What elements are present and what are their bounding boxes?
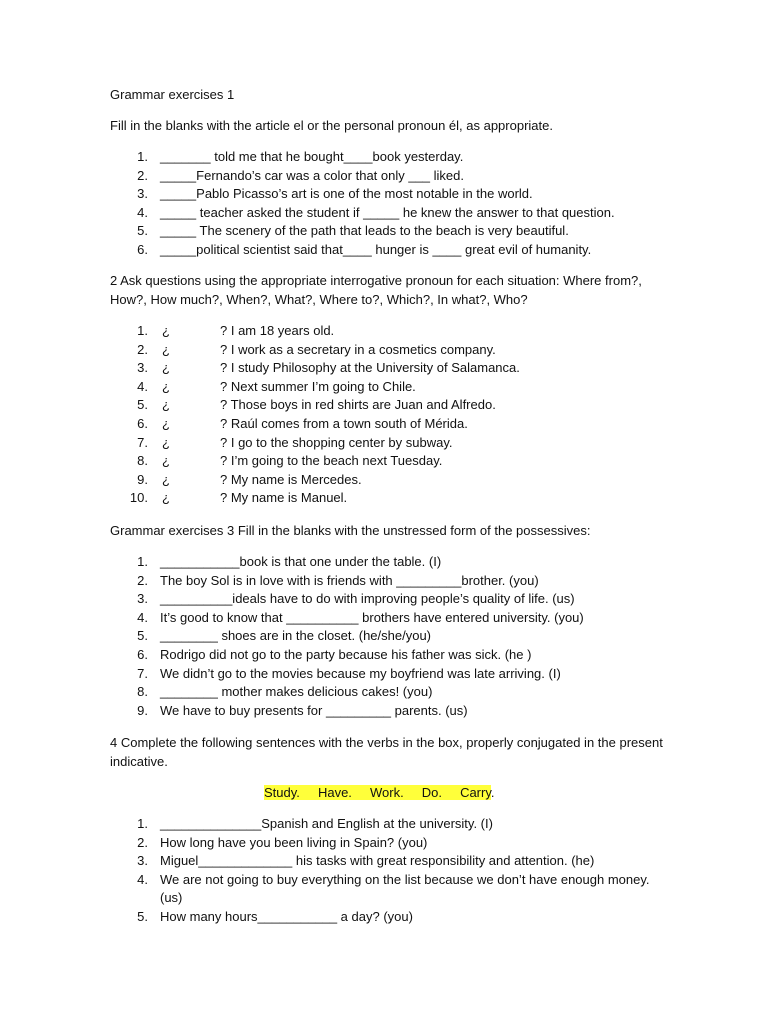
ex2-list [110,322,670,508]
verb-highlight [264,785,491,800]
list-item: 1. _______ told me that he bought____book yesterday. [137,149,464,164]
list-item: 5. _____ The scenery of the path that leads to the beach is very beautiful. [137,223,569,239]
ex3-list [110,553,670,720]
list-item: 8. ________ mother makes delicious cakes! (you) [137,684,433,700]
list-item: 1. ___________book is that one under the table. (I) [137,554,442,569]
list-item: 4. ¿ ? Next summer I’m going to Chile. [137,378,416,394]
list-item: 1. ______________Spanish and English at the university. (I) [137,816,493,831]
verb-have: Have. [317,785,352,800]
ex4-instruction: 4 Complete the following sentences with the verbs in the box, properly conjugated in the present indicative. [110,735,663,769]
list-item: 4. We are not going to buy everything on the list because we don’t have enough money. (us) [137,871,650,906]
list-item: 1. ¿ ? I am 18 years old. [137,323,335,338]
list-item: 5. How many hours___________ a day? (you) [137,908,413,924]
list-item: 2. How long have you been living in Spain? (you) [137,834,428,850]
list-item: 5. ¿ ? Those boys in red shirts are Juan and Alfredo. [137,397,496,413]
list-item: 2. _____Fernando’s car was a color that only ___ liked. [137,167,465,183]
list-item: 7. We didn’t go to the movies because my boyfriend was late arriving. (I) [137,665,561,681]
list-item: 10. ¿ ? My name is Manuel. [129,490,348,506]
ex1-list [110,148,670,260]
verb-study: Study. [264,785,300,800]
list-item: 6. ¿ ? Raúl comes from a town south of Mérida. [137,415,468,431]
list-item: 7. ¿ ? I go to the shopping center by subway. [137,434,453,450]
verb-box [264,784,495,803]
ex3-instruction: Grammar exercises 3 Fill in the blanks with the unstressed form of the possessives: [110,523,591,538]
list-item: 3. _____Pablo Picasso’s art is one of the most notable in the world. [137,186,533,202]
list-item: 2. ¿ ? I work as a secretary in a cosmetics company. [137,341,496,357]
verb-do: Do. [421,785,442,800]
list-item: 5. ________ shoes are in the closet. (he/she/you) [137,628,432,644]
list-item: 6. Rodrigo did not go to the party because his father was sick. (he ) [137,646,532,662]
verb-work: Work. [369,785,404,800]
list-item: 6. _____political scientist said that____ hunger is ____ great evil of humanity. [137,241,592,257]
list-item: 8. ¿ ? I’m going to the beach next Tuesday. [137,453,443,469]
list-item: 2. The boy Sol is in love with is friends with _________brother. (you) [137,572,539,588]
verb-carry: Carry [460,785,491,800]
list-item: 4. _____ teacher asked the student if _____ he knew the answer to that question. [137,204,615,220]
ex1-instruction: Fill in the blanks with the article el or the personal pronoun él, as appropriate. [110,118,553,133]
ex4-list [110,815,670,927]
verb-box-period: . [490,785,495,800]
ex1-title: Grammar exercises 1 [110,87,235,102]
list-item: 3. ¿ ? I study Philosophy at the University of Salamanca. [137,360,520,376]
ex2-instruction: 2 Ask questions using the appropriate interrogative pronoun for each situation: Where from?, How?, How much?, When?, What?, Where to?, Which?, In what?, Who? [110,273,642,307]
list-item: 9. We have to buy presents for _________ parents. (us) [137,702,468,718]
list-item: 3. __________ideals have to do with improving people’s quality of life. (us) [137,591,575,607]
list-item: 3. Miguel_____________ his tasks with great responsibility and attention. (he) [137,853,595,869]
list-item: 9. ¿ ? My name is Mercedes. [137,471,362,487]
list-item: 4. It’s good to know that __________ brothers have entered university. (you) [137,609,584,625]
